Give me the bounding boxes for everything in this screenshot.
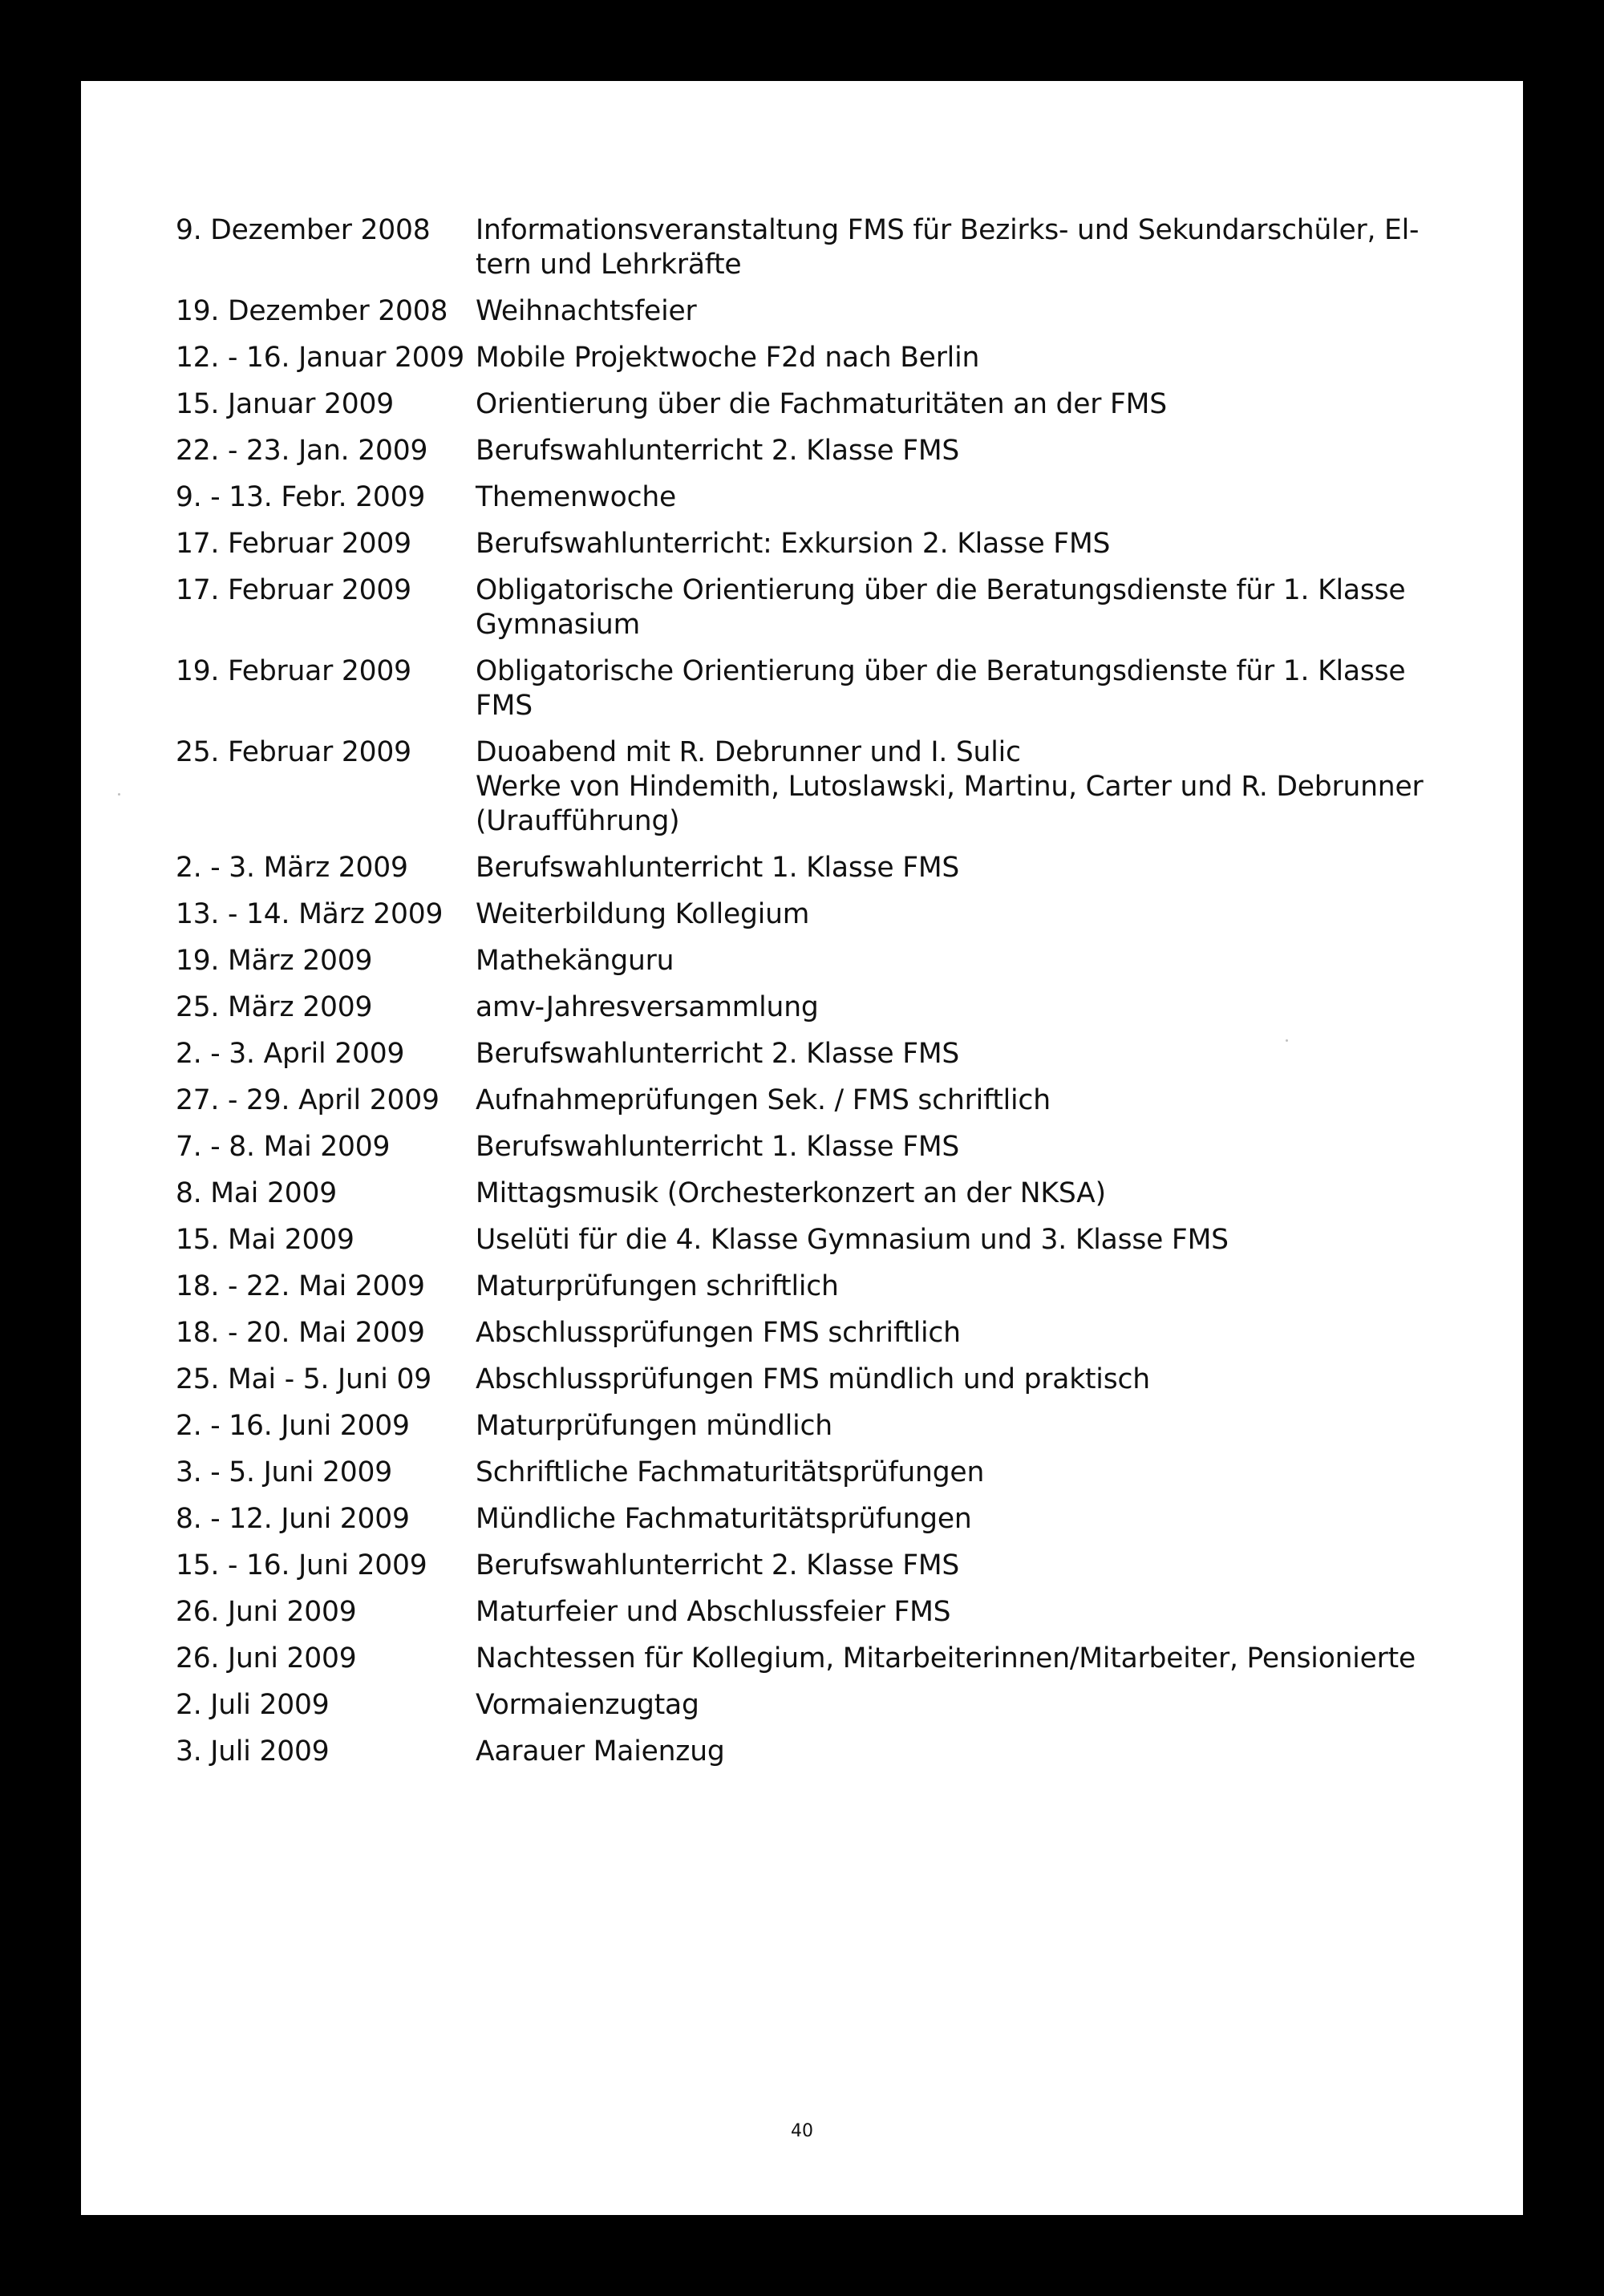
event-description xyxy=(476,1176,1499,1211)
event-description xyxy=(476,213,1499,282)
page-number: 40 xyxy=(791,2121,813,2141)
schedule-row xyxy=(176,1223,1499,1257)
schedule-row xyxy=(176,1409,1499,1444)
event-description xyxy=(476,1363,1499,1397)
event-date: 8. Mai 2009 xyxy=(176,1177,337,1209)
schedule-row xyxy=(176,527,1499,561)
event-line: tern und Lehrkräfte xyxy=(476,249,742,281)
event-date: 18. - 22. Mai 2009 xyxy=(176,1270,425,1302)
event-date: 9. - 13. Febr. 2009 xyxy=(176,481,426,513)
schedule-row xyxy=(176,1502,1499,1537)
event-description xyxy=(476,1735,1499,1769)
event-line: Maturfeier und Abschlussfeier FMS xyxy=(476,1596,951,1628)
event-description xyxy=(476,341,1499,375)
event-line: Mündliche Fachmaturitätsprüfungen xyxy=(476,1503,972,1535)
event-line: Vormaienzugtag xyxy=(476,1689,699,1721)
event-date: 2. - 16. Juni 2009 xyxy=(176,1410,410,1442)
document-page xyxy=(81,81,1523,2215)
schedule-row xyxy=(176,1595,1499,1630)
event-date: 26. Juni 2009 xyxy=(176,1596,357,1628)
schedule-row xyxy=(176,1269,1499,1304)
event-line: Informationsveranstaltung FMS für Bezirks- und Sekundarschüler, El- xyxy=(476,214,1420,246)
event-description xyxy=(476,480,1499,515)
event-line: Uselüti für die 4. Klasse Gymnasium und 3. Klasse FMS xyxy=(476,1224,1229,1256)
event-line: (Uraufführung) xyxy=(476,805,680,837)
event-line: Berufswahlunterricht 1. Klasse FMS xyxy=(476,1131,960,1163)
event-date: 19. März 2009 xyxy=(176,945,373,977)
schedule-row xyxy=(176,1037,1499,1071)
schedule-row xyxy=(176,213,1499,282)
event-description xyxy=(476,1130,1499,1164)
event-date: 9. Dezember 2008 xyxy=(176,214,431,246)
event-date: 8. - 12. Juni 2009 xyxy=(176,1503,410,1535)
event-date: 25. Mai - 5. Juni 09 xyxy=(176,1363,431,1395)
event-date: 12. - 16. Januar 2009 xyxy=(176,342,465,374)
event-date: 25. Februar 2009 xyxy=(176,736,411,768)
event-date: 15. - 16. Juni 2009 xyxy=(176,1549,427,1581)
event-description xyxy=(476,387,1499,422)
event-schedule xyxy=(176,213,1499,1781)
schedule-row xyxy=(176,897,1499,932)
schedule-row xyxy=(176,1316,1499,1350)
event-description xyxy=(476,1595,1499,1630)
event-line: Abschlussprüfungen FMS mündlich und praktisch xyxy=(476,1363,1150,1395)
event-description xyxy=(476,1037,1499,1071)
event-line: Abschlussprüfungen FMS schriftlich xyxy=(476,1317,961,1349)
event-description xyxy=(476,897,1499,932)
event-line: Duoabend mit R. Debrunner und I. Sulic xyxy=(476,736,1021,768)
event-description xyxy=(476,1316,1499,1350)
event-line: amv-Jahresversammlung xyxy=(476,991,819,1023)
event-description xyxy=(476,1502,1499,1537)
event-line: Mathekänguru xyxy=(476,945,674,977)
event-date: 2. - 3. April 2009 xyxy=(176,1038,405,1070)
event-date: 3. Juli 2009 xyxy=(176,1735,330,1768)
schedule-row xyxy=(176,387,1499,422)
event-description xyxy=(476,654,1499,723)
schedule-row xyxy=(176,1456,1499,1490)
schedule-row xyxy=(176,1642,1499,1676)
schedule-row xyxy=(176,1363,1499,1397)
event-date: 26. Juni 2009 xyxy=(176,1642,357,1674)
event-line: Berufswahlunterricht 2. Klasse FMS xyxy=(476,1549,960,1581)
event-line: Maturprüfungen schriftlich xyxy=(476,1270,839,1302)
event-line: Berufswahlunterricht 1. Klasse FMS xyxy=(476,852,960,884)
schedule-row xyxy=(176,990,1499,1025)
event-line: Aufnahmeprüfungen Sek. / FMS schriftlich xyxy=(476,1084,1051,1116)
event-date: 17. Februar 2009 xyxy=(176,574,411,606)
schedule-row xyxy=(176,944,1499,978)
event-date: 13. - 14. März 2009 xyxy=(176,898,444,930)
schedule-row xyxy=(176,1083,1499,1118)
scan-speck xyxy=(1286,1039,1288,1042)
schedule-row xyxy=(176,294,1499,329)
event-description xyxy=(476,1688,1499,1723)
event-date: 25. März 2009 xyxy=(176,991,373,1023)
event-date: 2. Juli 2009 xyxy=(176,1689,330,1721)
event-line: Schriftliche Fachmaturitätsprüfungen xyxy=(476,1456,985,1488)
event-line: Nachtessen für Kollegium, Mitarbeiterinnen/Mitarbeiter, Pensionierte xyxy=(476,1642,1416,1674)
schedule-row xyxy=(176,1549,1499,1583)
schedule-row xyxy=(176,1176,1499,1211)
event-line: Berufswahlunterricht: Exkursion 2. Klasse FMS xyxy=(476,528,1111,560)
event-date: 3. - 5. Juni 2009 xyxy=(176,1456,393,1488)
schedule-row xyxy=(176,1688,1499,1723)
event-description xyxy=(476,1642,1499,1676)
event-date: 2. - 3. März 2009 xyxy=(176,852,408,884)
event-date: 19. Dezember 2008 xyxy=(176,295,448,327)
schedule-row xyxy=(176,341,1499,375)
schedule-row xyxy=(176,1130,1499,1164)
schedule-row xyxy=(176,735,1499,839)
event-date: 7. - 8. Mai 2009 xyxy=(176,1131,391,1163)
schedule-row xyxy=(176,851,1499,885)
event-line: FMS xyxy=(476,690,533,722)
event-line: Orientierung über die Fachmaturitäten an der FMS xyxy=(476,388,1167,420)
event-line: Obligatorische Orientierung über die Beratungsdienste für 1. Klasse xyxy=(476,655,1406,687)
schedule-row xyxy=(176,654,1499,723)
event-line: Weihnachtsfeier xyxy=(476,295,697,327)
event-description xyxy=(476,944,1499,978)
event-description xyxy=(476,1223,1499,1257)
schedule-row xyxy=(176,573,1499,642)
scan-speck xyxy=(118,793,120,796)
event-date: 17. Februar 2009 xyxy=(176,528,411,560)
event-description xyxy=(476,573,1499,642)
event-line: Maturprüfungen mündlich xyxy=(476,1410,832,1442)
event-description xyxy=(476,1409,1499,1444)
schedule-row xyxy=(176,480,1499,515)
event-description xyxy=(476,1269,1499,1304)
event-line: Obligatorische Orientierung über die Beratungsdienste für 1. Klasse xyxy=(476,574,1406,606)
event-description xyxy=(476,1549,1499,1583)
event-description xyxy=(476,527,1499,561)
event-date: 22. - 23. Jan. 2009 xyxy=(176,435,428,467)
event-line: Berufswahlunterricht 2. Klasse FMS xyxy=(476,1038,960,1070)
event-date: 19. Februar 2009 xyxy=(176,655,411,687)
event-date: 15. Mai 2009 xyxy=(176,1224,354,1256)
event-line: Themenwoche xyxy=(476,481,677,513)
event-line: Mobile Projektwoche F2d nach Berlin xyxy=(476,342,980,374)
event-date: 15. Januar 2009 xyxy=(176,388,394,420)
schedule-row xyxy=(176,434,1499,468)
event-line: Berufswahlunterricht 2. Klasse FMS xyxy=(476,435,960,467)
event-line: Werke von Hindemith, Lutoslawski, Martinu, Carter und R. Debrunner xyxy=(476,771,1424,803)
event-line: Mittagsmusik (Orchesterkonzert an der NKSA) xyxy=(476,1177,1106,1209)
event-description xyxy=(476,1456,1499,1490)
event-line: Gymnasium xyxy=(476,609,640,641)
event-description xyxy=(476,434,1499,468)
event-date: 27. - 29. April 2009 xyxy=(176,1084,439,1116)
event-description xyxy=(476,735,1499,839)
event-line: Weiterbildung Kollegium xyxy=(476,898,810,930)
event-description xyxy=(476,294,1499,329)
event-description xyxy=(476,990,1499,1025)
event-description xyxy=(476,851,1499,885)
event-date: 18. - 20. Mai 2009 xyxy=(176,1317,425,1349)
schedule-row xyxy=(176,1735,1499,1769)
event-line: Aarauer Maienzug xyxy=(476,1735,725,1768)
event-description xyxy=(476,1083,1499,1118)
